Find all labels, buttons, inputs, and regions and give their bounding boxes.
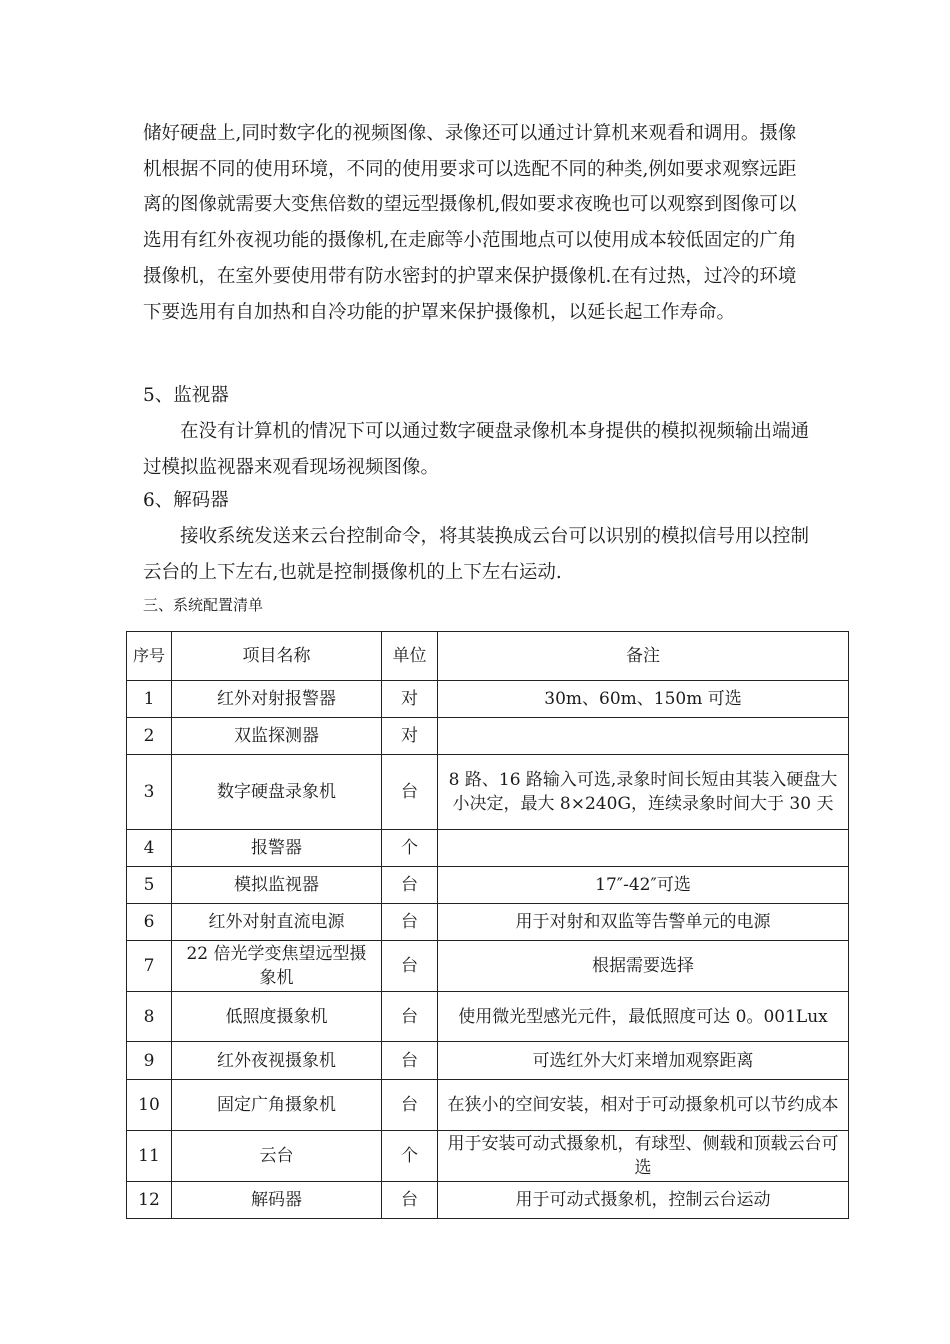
table-row [127,718,849,755]
cell-note: 用于可动式摄象机，控制云台运动 [438,1182,849,1219]
cell-note [438,830,849,867]
cell-unit: 对 [382,681,438,718]
cell-no: 1 [127,681,172,718]
paragraph-cameras: 储好硬盘上,同时数字化的视频图像、录像还可以通过计算机来观看和调用。摄像机根据不同的使用环境，不同的使用要求可以选配不同的种类,例如要求观察远距离的图像就需要大变焦倍数的望远型摄像机,假如要求夜晚也可以观察到图像可以选用有红外夜视功能的摄像机,在走廊等小范围地点可以使用成本较低固定的广角摄像机，在室外要使用带有防水密封的护罩来保护摄像机.在有过热，过冷的环境下要选用有自加热和自冷功能的护罩来保护摄像机，以延长起工作寿命。 [143,123,797,323]
cell-name: 解码器 [172,1182,382,1219]
table-row [127,1182,849,1219]
cell-no: 5 [127,867,172,904]
cell-note: 30m、60m、150m 可选 [438,681,849,718]
cell-no: 3 [127,755,172,830]
cell-name: 低照度摄象机 [172,992,382,1042]
table-row [127,941,849,992]
cell-no: 7 [127,941,172,992]
paragraph-monitor: 在没有计算机的情况下可以通过数字硬盘录像机本身提供的模拟视频输出端通过模拟监视器来观看现场视频图像。 [143,421,810,478]
table-row [127,867,849,904]
cell-unit: 对 [382,718,438,755]
cell-name: 固定广角摄象机 [172,1080,382,1131]
cell-unit: 台 [382,755,438,830]
cell-name: 红外夜视摄象机 [172,1042,382,1080]
cell-name: 红外对射报警器 [172,681,382,718]
cell-note: 8 路、16 路输入可选,录象时间长短由其装入硬盘大小决定，最大 8×240G，连续录象时间大于 30 天 [438,755,849,830]
table-row [127,992,849,1042]
cell-note: 17″-42″可选 [438,867,849,904]
table-row [127,681,849,718]
cell-note: 根据需要选择 [438,941,849,992]
cell-unit: 个 [382,1131,438,1182]
cell-name: 报警器 [172,830,382,867]
cell-no: 10 [127,1080,172,1131]
cell-name: 22 倍光学变焦望远型摄象机 [172,941,382,992]
header-no: 序号 [127,632,172,681]
cell-no: 4 [127,830,172,867]
cell-note: 可选红外大灯来增加观察距离 [438,1042,849,1080]
cell-name: 模拟监视器 [172,867,382,904]
cell-note: 使用微光型感光元件，最低照度可达 0。001Lux [438,992,849,1042]
cell-unit: 个 [382,830,438,867]
cell-unit: 台 [382,867,438,904]
table-header-row [127,632,849,681]
cell-note: 在狭小的空间安装，相对于可动摄象机可以节约成本 [438,1080,849,1131]
table-row [127,904,849,941]
table-row [127,1131,849,1182]
cell-note: 用于安装可动式摄象机，有球型、侧载和顶载云台可选 [438,1131,849,1182]
cell-name: 数字硬盘录象机 [172,755,382,830]
header-name: 项目名称 [172,632,382,681]
table-row [127,830,849,867]
cell-no: 2 [127,718,172,755]
heading-decoder: 6、解码器 [143,490,229,511]
table-row [127,1080,849,1131]
config-table [126,631,849,1219]
table-row [127,755,849,830]
cell-no: 12 [127,1182,172,1219]
section-title: 三、系统配置清单 [143,596,264,614]
cell-unit: 台 [382,1042,438,1080]
cell-no: 11 [127,1131,172,1182]
table-row [127,1042,849,1080]
header-unit: 单位 [382,632,438,681]
cell-unit: 台 [382,992,438,1042]
cell-unit: 台 [382,941,438,992]
cell-note [438,718,849,755]
cell-name: 红外对射直流电源 [172,904,382,941]
cell-no: 6 [127,904,172,941]
cell-name: 云台 [172,1131,382,1182]
header-note: 备注 [438,632,849,681]
paragraph-decoder: 接收系统发送来云台控制命令，将其装换成云台可以识别的模拟信号用以控制云台的上下左右,也就是控制摄像机的上下左右运动. [143,526,810,583]
cell-unit: 台 [382,1080,438,1131]
cell-unit: 台 [382,1182,438,1219]
cell-note: 用于对射和双监等告警单元的电源 [438,904,849,941]
cell-name: 双监探测器 [172,718,382,755]
heading-monitor: 5、监视器 [143,385,229,406]
cell-no: 9 [127,1042,172,1080]
cell-no: 8 [127,992,172,1042]
cell-unit: 台 [382,904,438,941]
